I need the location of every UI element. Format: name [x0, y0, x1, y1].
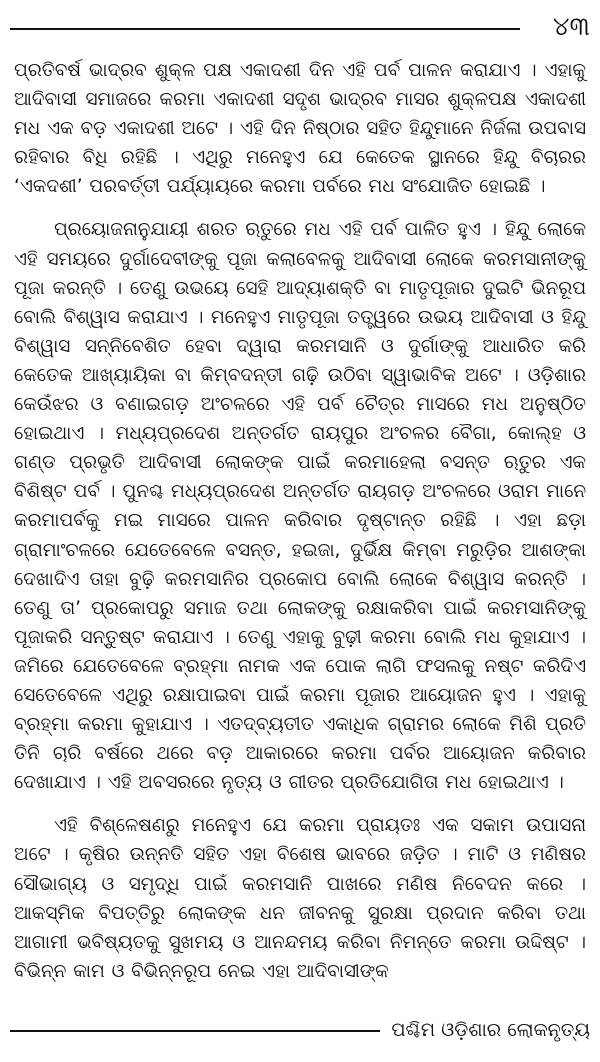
running-title: ପଶ୍ଚିମ ଓଡ଼ିଶାର ଲୋକନୃତ୍ୟ — [391, 1019, 590, 1041]
page-body — [14, 56, 586, 986]
page-number: ୪୩ — [552, 12, 590, 42]
paragraph-gap — [14, 201, 586, 215]
paragraph-2: ପ୍ରୟୋଜନାନୁଯାୟୀ ଶରତ ଋତୁରେ ମଧ ଏହି ପର୍ବ ପାଳିତ ହୁଏ । ହିନ୍ଦୁ ଲୋକେ ଏହି ସମୟରେ ଦୁର୍ଗାଦେବୀଙ୍କୁ ପୂଜା କଲାବେଳକୁ ଆଦିବାସୀ ଲୋକେ କରମସାନୀଙ୍କୁ ପୂଜା କରନ୍ତି । ତେଣୁ ଉଭୟେ ସେହି ଆଦ୍ୟାଶକ୍ତି ବା ମାତୃପୂଜାର ଦୁଇଟି ଭିନରୂପ ବୋଲି ବିଶ୍ୱାସ କରାଯାଏ । ମନେହୁଏ ମାତୃପୂଜା ତତ୍ତ୍ୱରେ ଉଭୟ ଆଦିବାସୀ ଓ ହିନ୍ଦୁ ବିଶ୍ୱାସ ସନ୍ନିବେଶିତ ହେବା ଦ୍ୱାରା କରମସାନି ଓ ଦୁର୍ଗାଙ୍କୁ ଆଧାରିତ କରି କେତେକ ଆଖ୍ୟାୟିକା ବା କିମ୍ବଦନ୍ତୀ ଗଢ଼ି ଉଠିବା ସ୍ୱାଭାବିକ ଅଟେ । ଓଡ଼ିଶାର କେଉଁଝର ଓ ବଣାଇଗଡ଼ ଅଂଚଳରେ ଏହି ପର୍ବ ଚୈତ୍ର ମାସରେ ମଧ ଅନୁଷ୍ଠିତ ହୋଇଥାଏ । ମଧ୍ୟପ୍ରଦେଶ ଅନ୍ତର୍ଗତ ରାୟପୁର ଅଂଚଳର ବୈଗା, କୋଲ୍ହ ଓ ଗଣ୍ଡ ପ୍ରଭୃତି ଆଦିବାସୀ ଲୋକଙ୍କ ପାଇଁ କରମାହେଲା ବସନ୍ତ ଋତୁର ଏକ ବିଶିଷ୍ଟ ପର୍ବ । ପୁନଶ୍ଚ ମଧ୍ୟପ୍ରଦେଶ ଅନ୍ତର୍ଗତ ରାୟଗଡ଼ ଅଂଚଳରେ ଓରାମ ମାନେ କରମାପର୍ବକୁ ମଇ ମାସରେ ପାଳନ କରିବାର ଦୃଷ୍ଟାନ୍ତ ରହିଛି । ଏହା ଛଡ଼ା ଗ୍ରାମାଂଚଳରେ ଯେତେବେଳେ ବସନ୍ତ, ହଇଜା, ଦୁର୍ଭିକ୍ଷ କିମ୍ବା ମରୁଡ଼ିର ଆଶଙ୍କା ଦେଖାଦିଏ ତାହା ବୁଢ଼ି କରମସାନିର ପ୍ରକୋପ ବୋଲି ଲୋକେ ବିଶ୍ୱାସ କରନ୍ତି । ତେଣୁ ତା’ ପ୍ରକୋପରୁ ସମାଜ ତଥା ଲୋକଙ୍କୁ ରକ୍ଷାକରିବା ପାଇଁ କରମସାନିଙ୍କୁ ପୂଜାକରି ସନ୍ତୁଷ୍ଟ କରାଯାଏ । ତେଣୁ ଏହାକୁ ବୁଢ଼ୀ କରମା ବୋଲି ମଧ କୁହାଯାଏ । ଜମିରେ ଯେତେବେଳେ ବ୍ରହ୍ମା ନାମକ ଏକ ପୋକ ଲାଗି ଫସଲକୁ ନଷ୍ଟ କରିଦିଏ ସେତେବେଳେ ଏଥିରୁ ରକ୍ଷାପାଇବା ପାଇଁ କରମା ପୂଜାର ଆୟୋଜନ ହୁଏ । ଏହାକୁ ବ୍ରହ୍ମା କରମା କୁହାଯାଏ । ଏତଦ୍‌ବ୍ୟତୀତ ଏକାଧିକ ଗ୍ରାମର ଲୋକେ ମିଶି ପ୍ରତି ତିନି ଚାରି ବର୍ଷରେ ଥରେ ବଡ଼ ଆକାରରେ କରମା ପର୍ବର ଆୟୋଜନ କରିବାର ଦେଖାଯାଏ । ଏହି ଅବସରରେ ନୃତ୍ୟ ଓ ଗୀତର ପ୍ରତିଯୋଗିତା ମଧ ହୋଇଥାଏ । — [14, 219, 586, 794]
paragraph-3: ଏହି ବିଶ୍ଳେଷଣରୁ ମନେହୁଏ ଯେ କରମା ପ୍ରାୟତଃ ଏକ ସକାମ ଉପାସନା ଅଟେ । କୃଷିର ଉନ୍ନତି ସହିତ ଏହା ବିଶେଷ ଭାବରେ ଜଡ଼ିତ । ମାଟି ଓ ମଣିଷର ସୌଭାଗ୍ୟ ଓ ସମୃଦ୍ଧି ପାଇଁ କରମସାନି ପାଖରେ ମଣିଷ ନିବେଦନ କରେ । ଆକସ୍ମିକ ବିପତ୍ତିରୁ ଲୋକଙ୍କ ଧନ ଜୀବନକୁ ସୁରକ୍ଷା ପ୍ରଦାନ କରିବା ତଥା ଆଗାମୀ ଭବିଷ୍ୟତକୁ ସୁଖମୟ ଓ ଆନନ୍ଦମୟ କରିବା ନିମନ୍ତେ କରମା ଉଦ୍ଦିଷ୍ଟ । ବିଭିନ୍ନ କାମ ଓ ବିଭିନ୍ନରୂପ ନେଇ ଏହା ଆଦିବାସୀଙ୍କ — [14, 815, 586, 982]
paragraph-gap — [14, 797, 586, 811]
footer-rule — [10, 1030, 380, 1032]
paragraph-1: ପ୍ରତିବର୍ଷ ଭାଦ୍ରବ ଶୁକ୍ଳ ପକ୍ଷ ଏକାଦଶୀ ଦିନ ଏହି ପର୍ବ ପାଳନ କରାଯାଏ । ଏହାକୁ ଆଦିବାସୀ ସମାଜରେ କରମା ଏକାଦଶୀ ସଦୃଶ ଭାଦ୍ରବ ମାସର ଶୁକ୍ଳପକ୍ଷ ଏକାଦଶୀ ମଧ ଏକ ବଡ଼ ଏକାଦଶୀ ଅଟେ । ଏହି ଦିନ ନିଷ୍ଠାର ସହିତ ହିନ୍ଦୁମାନେ ନିର୍ଜଳା ଉପବାସ ରହିବାର ବିଧି ରହିଛି । ଏଥିରୁ ମନେହୁଏ ଯେ କେତେକ ସ୍ଥାନରେ ହିନ୍ଦୁ ବିଚାରର ‘ଏକଦଶୀ’ ପରବର୍ତ୍ତୀ ପର୍ଯ୍ୟାୟରେ କରମା ପର୍ବରେ ମଧ ସଂଯୋଜିତ ହୋଇଛି । — [14, 60, 586, 198]
page-footer — [10, 1016, 590, 1046]
page-header — [10, 10, 590, 46]
header-rule — [10, 28, 520, 30]
